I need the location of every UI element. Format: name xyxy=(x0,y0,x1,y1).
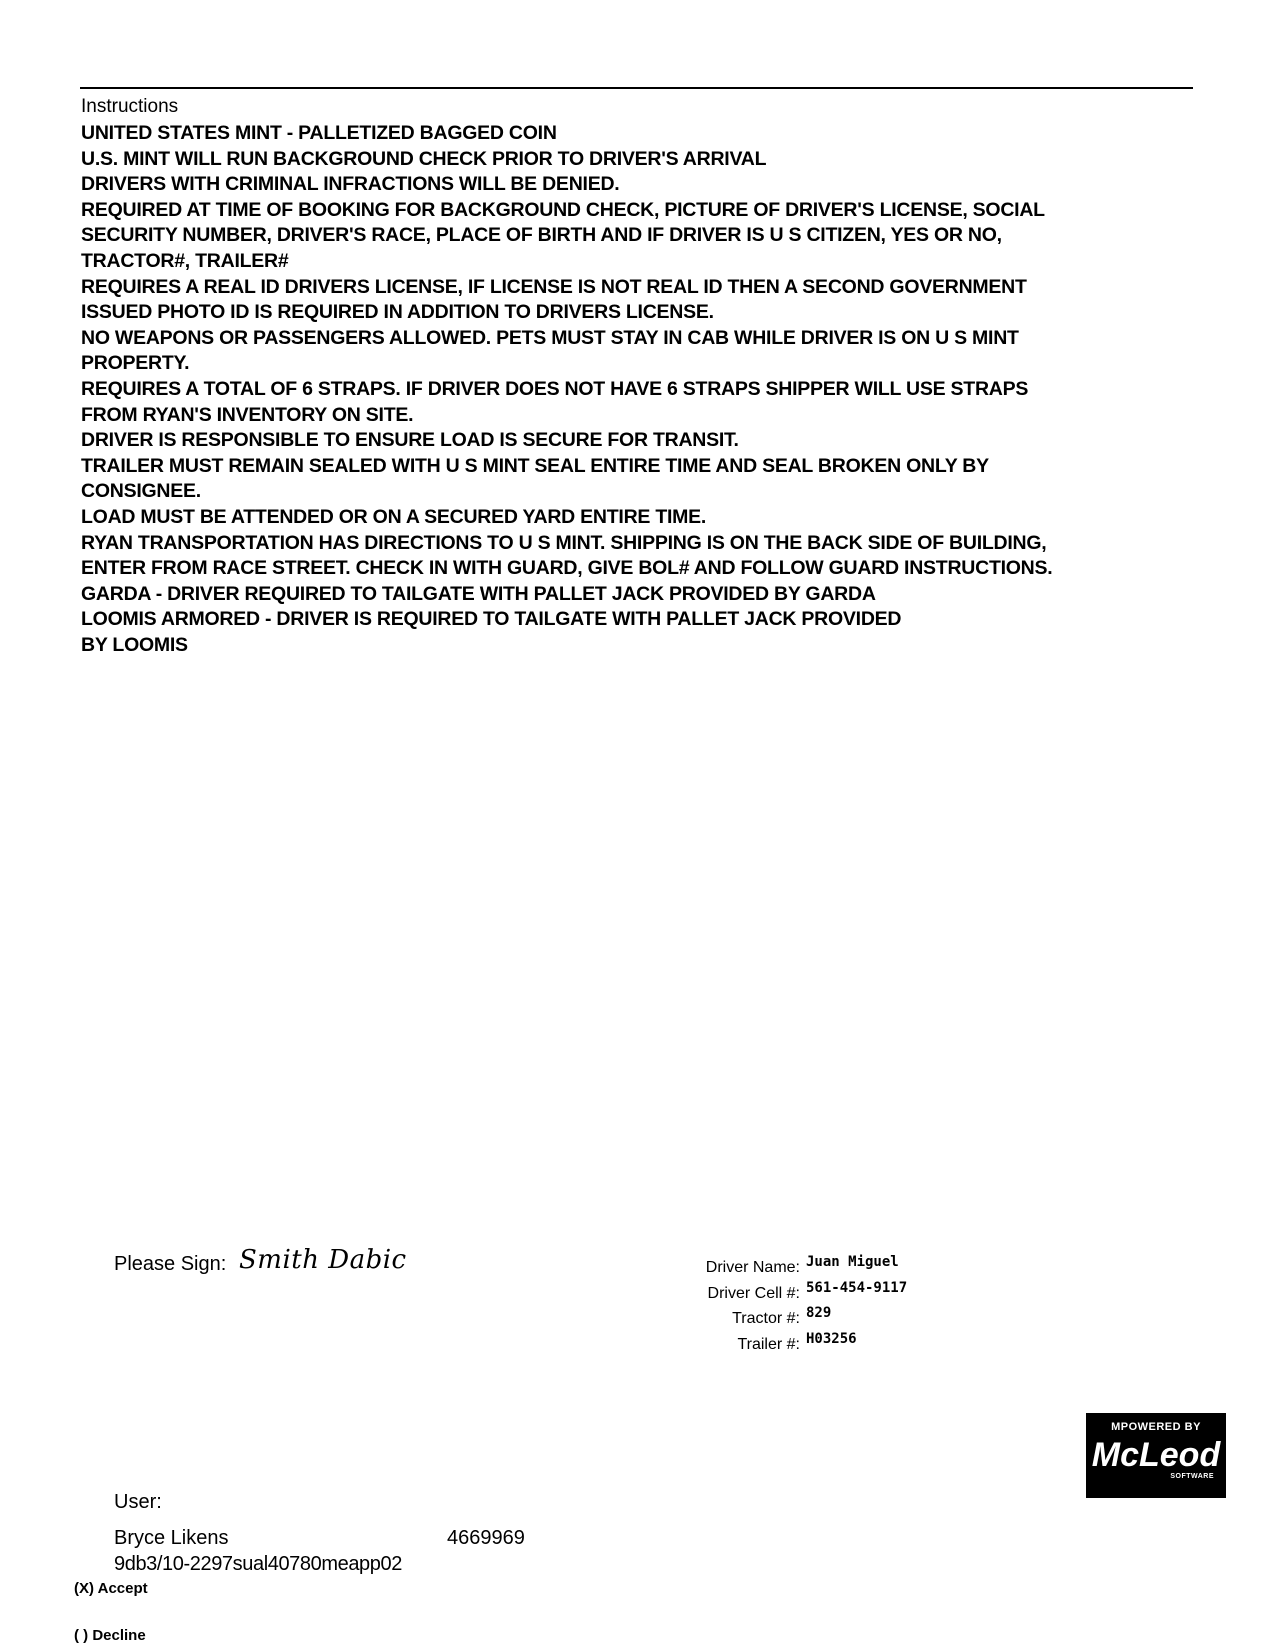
trailer-label: Trailer #: xyxy=(737,1336,800,1353)
instruction-line: GARDA - DRIVER REQUIRED TO TAILGATE WITH PALLET JACK PROVIDED BY GARDA xyxy=(81,582,876,605)
instruction-line: DRIVER IS RESPONSIBLE TO ENSURE LOAD IS SECURE FOR TRANSIT. xyxy=(81,429,739,452)
instruction-line: UNITED STATES MINT - PALLETIZED BAGGED COIN xyxy=(81,122,557,144)
tractor-value: 829 xyxy=(806,1305,832,1321)
instruction-line: RYAN TRANSPORTATION HAS DIRECTIONS TO U S MINT. SHIPPING IS ON THE BACK SIDE OF BUILDING, xyxy=(81,531,1047,554)
instruction-line: FROM RYAN'S INVENTORY ON SITE. xyxy=(81,403,414,426)
instruction-line: CONSIGNEE. xyxy=(81,480,201,503)
instruction-line: LOAD MUST BE ATTENDED OR ON A SECURED YARD ENTIRE TIME. xyxy=(81,505,707,528)
driver-cell-label: Driver Cell #: xyxy=(707,1285,800,1302)
instruction-line: BY LOOMIS xyxy=(81,633,188,656)
signature-label: Please Sign: xyxy=(114,1253,227,1275)
instruction-line: LOOMIS ARMORED - DRIVER IS REQUIRED TO TAILGATE WITH PALLET JACK PROVIDED xyxy=(81,608,902,631)
instruction-line: ENTER FROM RACE STREET. CHECK IN WITH GUARD, GIVE BOL# AND FOLLOW GUARD INSTRUCTIONS. xyxy=(81,557,1053,580)
top-divider xyxy=(80,87,1193,89)
user-meta: 9db3/10-2297sual40780meapp02 xyxy=(114,1553,402,1575)
user-label: User: xyxy=(114,1491,162,1513)
user-name: Bryce Likens xyxy=(114,1527,229,1549)
logo-top-text: MPOWERED BY xyxy=(1111,1421,1201,1433)
instruction-line: ISSUED PHOTO ID IS REQUIRED IN ADDITION TO DRIVERS LICENSE. xyxy=(81,301,714,324)
instruction-line: REQUIRES A REAL ID DRIVERS LICENSE, IF LICENSE IS NOT REAL ID THEN A SECOND GOVERNMENT xyxy=(81,275,1027,298)
driver-name-value: Juan Miguel xyxy=(806,1254,899,1270)
driver-cell-value: 561-454-9117 xyxy=(806,1280,908,1296)
instruction-line: NO WEAPONS OR PASSENGERS ALLOWED. PETS MUST STAY IN CAB WHILE DRIVER IS ON U S MINT xyxy=(81,326,1019,349)
instruction-line: SECURITY NUMBER, DRIVER'S RACE, PLACE OF BIRTH AND IF DRIVER IS U S CITIZEN, YES OR NO, xyxy=(81,224,1002,247)
instruction-line: REQUIRES A TOTAL OF 6 STRAPS. IF DRIVER DOES NOT HAVE 6 STRAPS SHIPPER WILL USE STRAPS xyxy=(81,377,1029,400)
instruction-line: REQUIRED AT TIME OF BOOKING FOR BACKGROUND CHECK, PICTURE OF DRIVER'S LICENSE, SOCIAL xyxy=(81,198,1045,221)
mcleod-logo xyxy=(1086,1413,1226,1498)
instruction-line: TRAILER MUST REMAIN SEALED WITH U S MINT SEAL ENTIRE TIME AND SEAL BROKEN ONLY BY xyxy=(81,454,989,477)
user-number: 4669969 xyxy=(447,1527,525,1549)
driver-name-label: Driver Name: xyxy=(705,1259,800,1276)
tractor-label: Tractor #: xyxy=(732,1310,800,1327)
instruction-line: U.S. MINT WILL RUN BACKGROUND CHECK PRIOR TO DRIVER'S ARRIVAL xyxy=(81,147,767,170)
instruction-line: PROPERTY. xyxy=(81,352,190,375)
trailer-value: H03256 xyxy=(806,1331,857,1347)
logo-brand-text: McLeod xyxy=(1091,1436,1221,1474)
decline-option[interactable]: ( ) Decline xyxy=(74,1627,146,1644)
instruction-line: TRACTOR#, TRAILER# xyxy=(81,249,289,272)
signature-value: Smith Dabic xyxy=(239,1245,407,1275)
instructions-title: Instructions xyxy=(81,96,179,117)
instructions-list xyxy=(81,121,1211,658)
accept-option[interactable]: (X) Accept xyxy=(74,1580,148,1597)
instruction-line: DRIVERS WITH CRIMINAL INFRACTIONS WILL BE DENIED. xyxy=(81,173,620,196)
logo-sub-text: SOFTWARE xyxy=(1170,1473,1214,1480)
